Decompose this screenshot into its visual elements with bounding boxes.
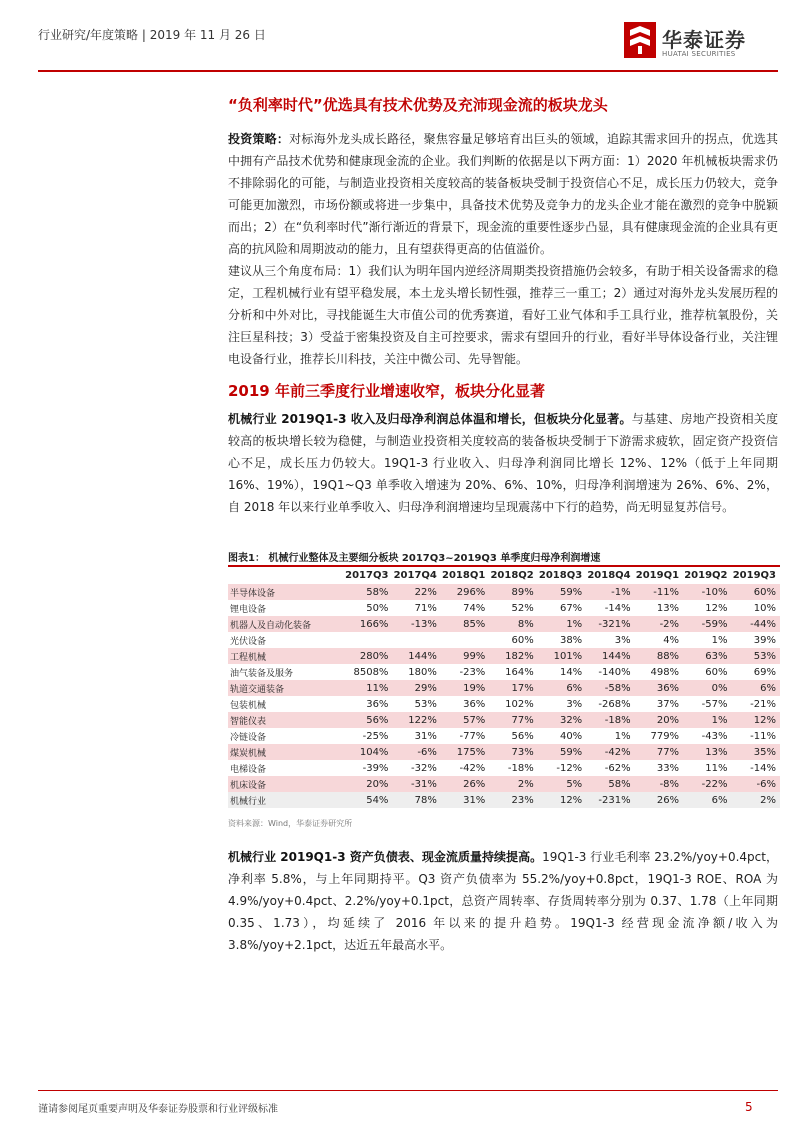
row-label: 机械行业 (228, 792, 344, 808)
row-label: 油气装备及服务 (230, 668, 294, 679)
table-cell: 779% (650, 730, 680, 742)
table-cell: -2% (635, 616, 683, 632)
header-cell: 2018Q1 (442, 570, 486, 581)
table-cell: 8508% (353, 666, 389, 678)
table-row (228, 696, 780, 712)
table-cell: -6% (392, 744, 440, 760)
paragraph-body: 19Q1-3 行业毛利率 23.2%/yoy+0.4pct，净利率 5.8%，与上年同期持平。Q3 资产负债率为 55.2%/yoy+0.8pct，19Q1-3 ROE、ROA 为 4.9%/yoy+0.4pct、2.2%/yoy+0.1pct，总资产周转率、存货周转率分别为 0.37、1.78（上年同期 0.35、1.73），均延续了 2016 年以来的提升趋势。19Q1-3 经营现金流净额/收入为 3.8%/yoy+2.1pct，达近五年最高水平。 (228, 850, 778, 952)
table-cell: 12% (705, 602, 728, 614)
table-cell: 59% (538, 584, 586, 600)
table-cell: 59% (538, 744, 586, 760)
table-cell: 3% (566, 698, 583, 710)
industry-growth-paragraph (228, 408, 778, 518)
table-cell: -14% (750, 762, 776, 774)
table-cell: 29% (392, 680, 440, 696)
table-cell: 39% (753, 634, 776, 646)
table-cell: -12% (556, 762, 583, 774)
table-row (228, 760, 780, 776)
header-cell: 2018Q2 (490, 570, 534, 581)
table-cell: 38% (559, 634, 583, 646)
table-cell: 1% (711, 634, 728, 646)
investment-strategy-paragraph (228, 128, 778, 260)
table-cell: -1% (586, 584, 634, 600)
table-cell: 180% (408, 666, 437, 678)
row-label: 电梯设备 (230, 764, 267, 775)
table-cell: 53% (732, 648, 781, 664)
table-row (228, 632, 780, 648)
table-row (228, 648, 780, 664)
table-header-row (228, 567, 780, 584)
page-number: 5 (745, 1100, 753, 1114)
table-cell: 122% (392, 712, 440, 728)
logo-text-en: HUATAI SECURITIES (662, 50, 736, 58)
table-cell: -13% (392, 616, 440, 632)
table-cell (392, 632, 440, 648)
table-cell: 33% (656, 762, 680, 774)
table-cell: 6% (732, 680, 781, 696)
table-cell: 175% (441, 744, 489, 760)
table-cell: -42% (586, 744, 634, 760)
row-label: 包装机械 (230, 700, 267, 711)
row-label: 机床设备 (228, 776, 344, 792)
table-cell: 102% (505, 698, 534, 710)
table-cell: -6% (732, 776, 781, 792)
page-title: “负利率时代”优选具有技术优势及充沛现金流的板块龙头 (228, 96, 608, 114)
table-row (228, 584, 780, 600)
table-cell: -8% (635, 776, 683, 792)
footer-divider (38, 1090, 778, 1091)
table-cell: 36% (635, 680, 683, 696)
table-cell: 20% (635, 712, 683, 728)
table-row (228, 712, 780, 728)
table-cell: 37% (656, 698, 680, 710)
table-cell: 11% (705, 762, 728, 774)
row-label: 冷链设备 (230, 732, 267, 743)
huatai-logo-icon (624, 22, 656, 58)
table-cell: 26% (635, 792, 683, 808)
table-cell: -57% (701, 698, 728, 710)
section-title: 2019 年前三季度行业增速收窄，板块分化显著 (228, 382, 545, 400)
header-divider (38, 70, 778, 72)
table-cell: 280% (344, 648, 392, 664)
table-cell: -14% (604, 602, 631, 614)
table-cell: 2% (732, 792, 781, 808)
logo-text-cn: 华泰证券 (662, 28, 746, 52)
paragraph-lead: 机械行业 2019Q1-3 资产负债表、现金流质量持续提高。 (228, 850, 543, 864)
table-cell: 3% (614, 634, 631, 646)
table-cell: 10% (753, 602, 776, 614)
table-cell: -31% (392, 776, 440, 792)
paragraph-body: 对标海外龙头成长路径，聚焦容量足够培育出巨头的领域，追踪其需求回升的拐点，优选其中拥有产品技术优势和健康现金流的企业。我们判断的依据是以下两方面：1）2020 年机械板块需求仍不排除弱化的可能，与制造业投资相关度较高的装备板块受制于投资信心不足，成长压力仍较大，竞争可能更加激烈，市场份额或将进一步集中，具备技术优势及竞争力的龙头企业才能在激烈的竞争中脱颖而出；2）在“负利率时代”渐行渐近的背景下，现金流的重要性逐步凸显，具有健康现金流的企业具有更高的抗风险和周期波动的能力，且有望获得更高的估值溢价。 (228, 132, 778, 256)
header-cell: 2017Q3 (345, 570, 389, 581)
table-cell: 40% (559, 730, 583, 742)
table-cell: -43% (701, 730, 728, 742)
table-cell: -59% (683, 616, 731, 632)
row-label: 煤炭机械 (228, 744, 344, 760)
header-cell: 2017Q4 (393, 570, 437, 581)
balance-sheet-paragraph (228, 846, 778, 956)
profit-growth-table (228, 565, 780, 808)
row-label: 智能仪表 (228, 712, 344, 728)
table-cell: 4% (663, 634, 680, 646)
row-label: 光伏设备 (230, 636, 267, 647)
table-cell: -42% (459, 762, 486, 774)
table-cell: -22% (683, 776, 731, 792)
table-cell: 69% (753, 666, 776, 678)
table-cell: 52% (511, 602, 534, 614)
paragraph-lead: 投资策略： (228, 132, 290, 146)
table-cell: 0% (683, 680, 731, 696)
table-cell: 23% (489, 792, 537, 808)
table-cell: 144% (392, 648, 440, 664)
table-cell: -58% (586, 680, 634, 696)
table-cell: 31% (441, 792, 489, 808)
table-cell: 1% (683, 712, 731, 728)
header-cell: 2018Q4 (587, 570, 631, 581)
table-cell: 12% (732, 712, 781, 728)
table-row (228, 728, 780, 744)
table-cell: 53% (414, 698, 437, 710)
table-cell: 56% (344, 712, 392, 728)
table-cell: 182% (489, 648, 537, 664)
recommendation-paragraph: 建议从三个角度布局：1）我们认为明年国内逆经济周期类投资措施仍会较多，有助于相关设备需求的稳定，工程机械行业有望平稳发展，本土龙头增长韧性强，推荐三一重工；2）通过对海外龙头发展历程的分析和中外对比，寻找能诞生大市值公司的优秀赛道，看好工业气体和手工具行业，推荐杭氧股份，关注巨星科技；3）受益于密集投资及自主可控要求，需求有望回升的行业，看好半导体设备行业，关注锂电设备行业，推荐长川科技，关注中微公司、先导智能。 (228, 264, 778, 366)
table-cell: 166% (344, 616, 392, 632)
table-cell: 60% (732, 584, 781, 600)
table-cell: 498% (650, 666, 680, 678)
row-label: 机器人及自动化装备 (228, 616, 344, 632)
table-row (228, 616, 780, 632)
table-cell: -321% (586, 616, 634, 632)
table-cell: 71% (414, 602, 437, 614)
table-row (228, 600, 780, 616)
table-cell: 31% (414, 730, 437, 742)
paragraph-body: 与基建、房地产投资相关度较高的板块增长较为稳健，与制造业投资相关度较高的装备板块受制于下游需求疲软，固定资产投资信心不足，成长压力仍较大。19Q1-3 行业收入、归母净利润同比增长 12%、12%（低于上年同期 16%、19%），19Q1~Q3 单季收入增速为 20%、6%、10%，归母净利润增速为 26%、6%、2%，自 2018 年以来行业单季收入、归母净利润增速均呈现震荡中下行的趋势，尚无明显复苏信号。 (228, 412, 778, 514)
table-cell: -23% (459, 666, 486, 678)
table-cell: -18% (507, 762, 534, 774)
table-cell: 60% (511, 634, 534, 646)
table-cell: 101% (538, 648, 586, 664)
table-cell: 67% (559, 602, 583, 614)
header-cell: 2019Q3 (732, 570, 776, 581)
table-cell: 17% (489, 680, 537, 696)
table-cell: -268% (598, 698, 631, 710)
table-cell: 74% (463, 602, 486, 614)
table-cell: 54% (344, 792, 392, 808)
header-breadcrumb: 行业研究/年度策略 | 2019 年 11 月 26 日 (38, 28, 266, 42)
table-cell: 57% (441, 712, 489, 728)
table-cell: 11% (344, 680, 392, 696)
row-label: 半导体设备 (228, 584, 344, 600)
table-cell: 85% (441, 616, 489, 632)
table-cell: 296% (441, 584, 489, 600)
table-cell: 6% (538, 680, 586, 696)
table-cell: 99% (441, 648, 489, 664)
table-cell: -44% (732, 616, 781, 632)
table-cell: -62% (604, 762, 631, 774)
table-cell: 20% (344, 776, 392, 792)
table-cell: 13% (683, 744, 731, 760)
table-cell: 26% (441, 776, 489, 792)
table-cell: 164% (505, 666, 534, 678)
table-cell: 22% (392, 584, 440, 600)
table-cell: 58% (344, 584, 392, 600)
row-label: 锂电设备 (230, 604, 267, 615)
footer-disclaimer: 谨请参阅尾页重要声明及华泰证券股票和行业评级标准 (38, 1104, 278, 1115)
table-cell: 2% (489, 776, 537, 792)
table-cell: 1% (538, 616, 586, 632)
header-cell (228, 567, 344, 584)
table-cell: -140% (598, 666, 631, 678)
table-cell: 50% (366, 602, 389, 614)
table-row (228, 744, 780, 760)
header-cell: 2018Q3 (538, 570, 583, 581)
table-cell: -77% (459, 730, 486, 742)
table-cell: 60% (705, 666, 728, 678)
table-cell: 14% (559, 666, 583, 678)
table-cell: -18% (586, 712, 634, 728)
table-row (228, 664, 780, 680)
table-cell: 36% (366, 698, 389, 710)
table-cell: 63% (683, 648, 731, 664)
table-cell: 12% (538, 792, 586, 808)
table-cell: 77% (635, 744, 683, 760)
paragraph-lead: 机械行业 2019Q1-3 收入及归母净利润总体温和增长，但板块分化显著。 (228, 412, 632, 426)
table-cell: 144% (586, 648, 634, 664)
table-cell: 36% (463, 698, 486, 710)
table-cell: -32% (411, 762, 437, 774)
row-label: 工程机械 (228, 648, 344, 664)
table-cell (441, 632, 489, 648)
table-cell: 89% (489, 584, 537, 600)
table-cell: 8% (489, 616, 537, 632)
table-cell: 13% (656, 602, 680, 614)
table-cell: 77% (489, 712, 537, 728)
table-cell: -21% (750, 698, 776, 710)
table-cell: 88% (635, 648, 683, 664)
row-label: 轨道交通装备 (228, 680, 344, 696)
header-cell: 2019Q2 (684, 570, 728, 581)
table-cell: 19% (441, 680, 489, 696)
table-row (228, 680, 780, 696)
table-cell: 35% (732, 744, 781, 760)
table-cell: -11% (750, 730, 776, 742)
table-cell: -10% (683, 584, 731, 600)
table-cell: -39% (362, 762, 389, 774)
table-row (228, 792, 780, 808)
table-cell: 73% (489, 744, 537, 760)
table-cell: 78% (392, 792, 440, 808)
table-source: 资料来源：Wind，华泰证券研究所 (228, 819, 353, 828)
header-cell: 2019Q1 (635, 570, 680, 581)
table-cell (344, 632, 392, 648)
table-cell: -25% (362, 730, 389, 742)
table-caption: 图表1： 机械行业整体及主要细分板块 2017Q3~2019Q3 单季度归母净利润增速 (228, 553, 601, 564)
table-cell: 58% (586, 776, 634, 792)
table-cell: 104% (344, 744, 392, 760)
table-cell: 32% (538, 712, 586, 728)
table-cell: 1% (614, 730, 631, 742)
table-cell: 56% (511, 730, 534, 742)
table-cell: 5% (538, 776, 586, 792)
company-logo (624, 22, 774, 66)
table-cell: -11% (635, 584, 683, 600)
table-cell: 6% (683, 792, 731, 808)
table-row (228, 776, 780, 792)
table-cell: -231% (586, 792, 634, 808)
